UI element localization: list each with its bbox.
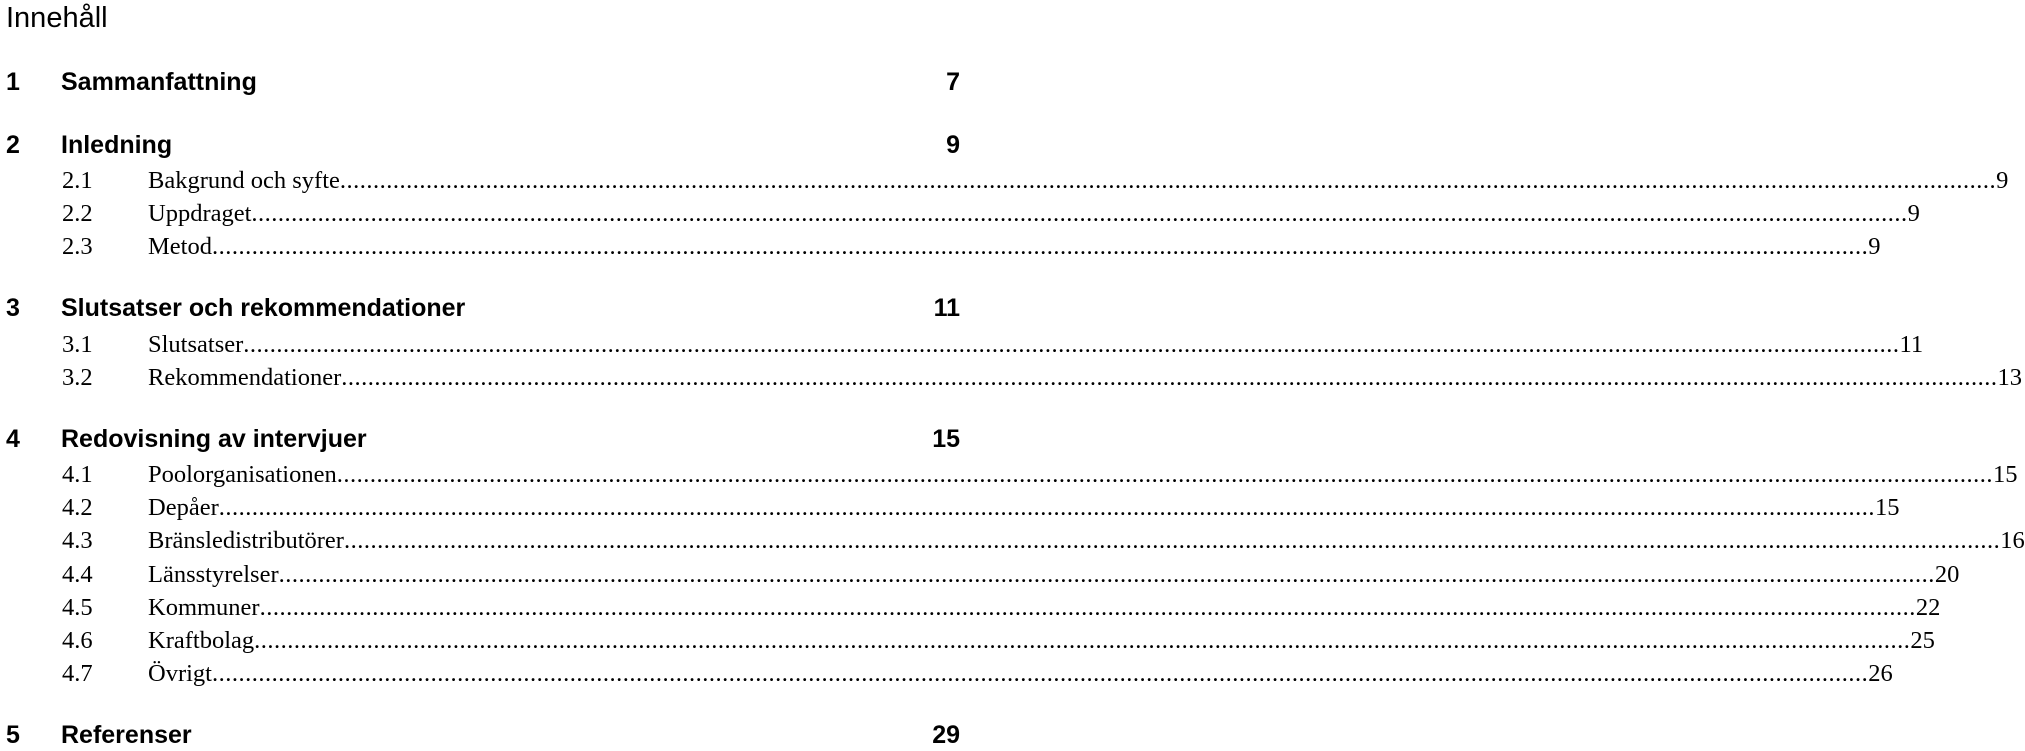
chapter-title: Sammanfattning — [61, 68, 257, 96]
dot-leader — [340, 164, 1996, 197]
section-title: Uppdraget — [148, 200, 252, 227]
chapter-number: 2 — [6, 131, 20, 159]
chapter-title: Referenser — [61, 721, 192, 749]
section-number: 2.2 — [62, 200, 93, 227]
toc-section-2-3[interactable] — [62, 230, 1881, 263]
toc-section-4-3[interactable] — [62, 524, 2025, 557]
toc-chapter-1[interactable] — [6, 66, 960, 98]
dot-leader — [337, 458, 1993, 491]
toc-section-4-7[interactable] — [62, 657, 1893, 690]
section-page-number: 15 — [1992, 461, 2018, 488]
dot-leader — [251, 197, 1907, 230]
section-page-number: 25 — [1910, 627, 1935, 654]
dot-leader — [279, 558, 1935, 591]
dot-leader — [212, 657, 1868, 690]
toc-section-4-2[interactable] — [62, 491, 1900, 524]
section-number: 4.6 — [62, 627, 93, 654]
dot-leader — [243, 328, 1899, 361]
section-number: 4.1 — [62, 461, 93, 488]
chapter-title: Inledning — [61, 131, 173, 159]
dot-leader — [212, 230, 1868, 263]
section-title: Depåer — [148, 494, 219, 521]
section-number: 4.3 — [62, 527, 93, 554]
toc-section-2-2[interactable] — [62, 197, 1920, 230]
chapter-title: Redovisning av intervjuer — [61, 425, 367, 453]
section-page-number: 15 — [1874, 494, 1900, 521]
section-page-number: 20 — [1934, 561, 1960, 588]
chapter-number: 1 — [6, 68, 20, 96]
toc-section-2-1[interactable] — [62, 164, 2009, 197]
section-title: Bränsledistributörer — [148, 527, 344, 554]
section-page-number: 16 — [2000, 527, 2025, 554]
chapter-page-number: 29 — [932, 721, 960, 749]
section-page-number: 9 — [1907, 200, 1920, 227]
toc-chapter-4[interactable] — [6, 423, 960, 455]
toc-section-4-6[interactable] — [62, 624, 1935, 657]
section-page-number: 22 — [1915, 594, 1941, 621]
toc-section-3-2[interactable] — [62, 361, 2022, 394]
section-page-number: 11 — [1899, 331, 1924, 358]
toc-section-4-4[interactable] — [62, 558, 1960, 591]
section-number: 3.1 — [62, 331, 93, 358]
chapter-page-number: 9 — [946, 131, 960, 159]
chapter-number: 5 — [6, 721, 20, 749]
section-number: 4.4 — [62, 561, 93, 588]
section-title: Slutsatser — [148, 331, 244, 358]
section-page-number: 13 — [1997, 364, 2022, 391]
dot-leader — [344, 524, 2000, 557]
section-page-number: 9 — [1996, 167, 2009, 194]
section-title: Kraftbolag — [148, 627, 255, 654]
chapter-title: Slutsatser och rekommendationer — [61, 294, 466, 322]
section-page-number: 26 — [1868, 660, 1893, 687]
chapter-number: 4 — [6, 425, 20, 453]
toc-chapter-2[interactable] — [6, 129, 960, 161]
section-page-number: 9 — [1868, 233, 1881, 260]
dot-leader — [219, 491, 1875, 524]
toc-chapter-5[interactable] — [6, 719, 960, 751]
section-title: Poolorganisationen — [148, 461, 337, 488]
chapter-page-number: 11 — [933, 294, 960, 322]
section-number: 4.5 — [62, 594, 93, 621]
section-title: Övrigt — [148, 660, 212, 687]
dot-leader — [254, 624, 1910, 657]
toc-section-3-1[interactable] — [62, 328, 1924, 361]
section-title: Länsstyrelser — [148, 561, 279, 588]
section-number: 3.2 — [62, 364, 93, 391]
section-number: 4.7 — [62, 660, 93, 687]
section-title: Kommuner — [148, 594, 260, 621]
section-title: Rekommendationer — [148, 364, 342, 391]
chapter-page-number: 7 — [946, 68, 960, 96]
section-number: 2.1 — [62, 167, 93, 194]
chapter-page-number: 15 — [932, 425, 960, 453]
section-title: Metod — [148, 233, 212, 260]
section-number: 4.2 — [62, 494, 93, 521]
toc-heading: Innehåll — [6, 2, 108, 34]
dot-leader — [341, 361, 1997, 394]
toc-section-4-5[interactable] — [62, 591, 1941, 624]
chapter-number: 3 — [6, 294, 20, 322]
section-number: 2.3 — [62, 233, 93, 260]
dot-leader — [260, 591, 1916, 624]
toc-section-4-1[interactable] — [62, 458, 2018, 491]
section-title: Bakgrund och syfte — [148, 167, 340, 194]
toc-chapter-3[interactable] — [6, 292, 960, 324]
